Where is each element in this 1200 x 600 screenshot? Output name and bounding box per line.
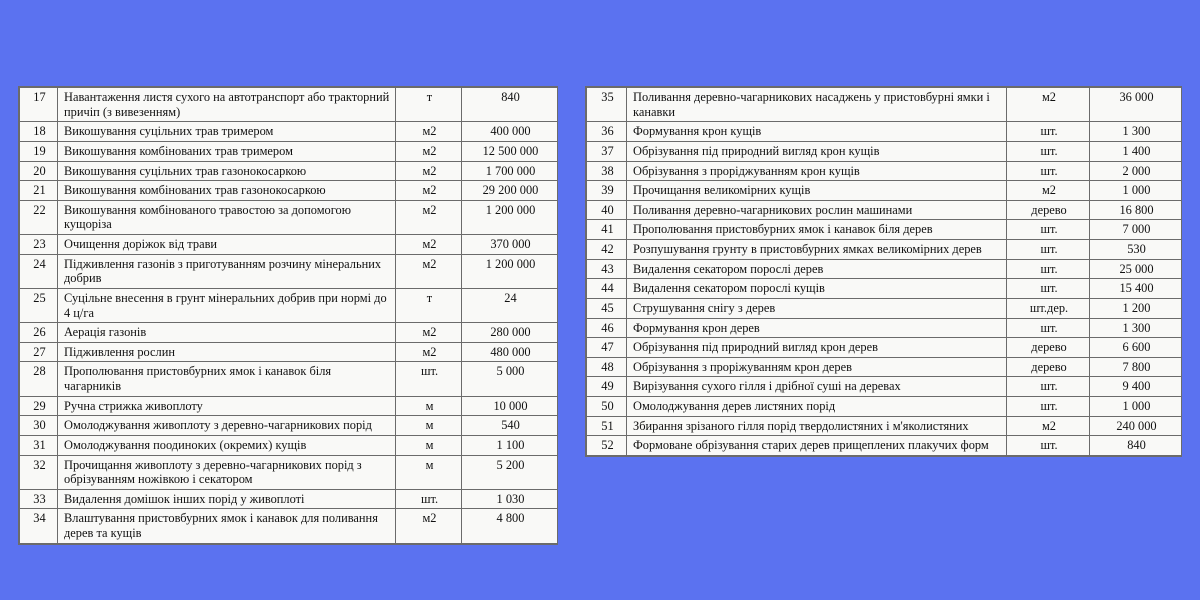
row-unit-cell: шт. (1007, 259, 1090, 279)
table-left (19, 87, 558, 544)
row-number-cell: 47 (587, 338, 627, 358)
table-row (587, 357, 1182, 377)
row-description-cell: Викошування комбінованих трав тримером (58, 141, 396, 161)
row-value-cell: 1 200 000 (462, 254, 558, 288)
table-row (20, 235, 558, 255)
row-value-cell: 7 000 (1090, 220, 1182, 240)
row-number-cell: 27 (20, 342, 58, 362)
row-number-cell: 51 (587, 416, 627, 436)
row-unit-cell: м2 (396, 181, 462, 201)
row-unit-cell: м (396, 396, 462, 416)
row-number-cell: 37 (587, 141, 627, 161)
table-row (587, 377, 1182, 397)
row-unit-cell: шт. (396, 362, 462, 396)
row-unit-cell: шт.дер. (1007, 298, 1090, 318)
row-unit-cell: м2 (396, 254, 462, 288)
row-value-cell: 840 (1090, 436, 1182, 456)
row-description-cell: Формування крон кущів (627, 122, 1007, 142)
row-value-cell: 1 000 (1090, 397, 1182, 417)
row-unit-cell: м (396, 416, 462, 436)
row-value-cell: 370 000 (462, 235, 558, 255)
table-row (20, 362, 558, 396)
row-value-cell: 280 000 (462, 323, 558, 343)
row-value-cell: 5 200 (462, 455, 558, 489)
row-description-cell: Омолоджування поодиноких (окремих) кущів (58, 435, 396, 455)
row-value-cell: 5 000 (462, 362, 558, 396)
row-number-cell: 18 (20, 122, 58, 142)
row-description-cell: Викошування суцільних трав газонокосаркою (58, 161, 396, 181)
row-description-cell: Обрізування з проріжуванням крон дерев (627, 357, 1007, 377)
table-row (20, 141, 558, 161)
table-row (20, 161, 558, 181)
table-row (587, 259, 1182, 279)
row-unit-cell: шт. (1007, 377, 1090, 397)
table-row (20, 455, 558, 489)
row-value-cell: 530 (1090, 240, 1182, 260)
row-number-cell: 24 (20, 254, 58, 288)
row-number-cell: 52 (587, 436, 627, 456)
row-description-cell: Прочищання живоплоту з деревно-чагарникових порід з обрізуванням ножівкою і секатором (58, 455, 396, 489)
row-description-cell: Збирання зрізаного гілля порід твердолистяних і м'яколистяних (627, 416, 1007, 436)
row-number-cell: 26 (20, 323, 58, 343)
table-row (20, 122, 558, 142)
row-unit-cell: м (396, 455, 462, 489)
row-value-cell: 1 300 (1090, 318, 1182, 338)
row-description-cell: Суцільне внесення в грунт мінеральних добрив при нормі до 4 ц/га (58, 288, 396, 322)
row-unit-cell: шт. (1007, 161, 1090, 181)
row-description-cell: Вирізування сухого гілля і дрібної суші на деревах (627, 377, 1007, 397)
row-unit-cell: шт. (1007, 397, 1090, 417)
row-value-cell: 12 500 000 (462, 141, 558, 161)
row-value-cell: 10 000 (462, 396, 558, 416)
row-value-cell: 16 800 (1090, 200, 1182, 220)
table-row (20, 489, 558, 509)
row-unit-cell: т (396, 288, 462, 322)
table-left-body (20, 88, 558, 544)
row-value-cell: 25 000 (1090, 259, 1182, 279)
row-number-cell: 40 (587, 200, 627, 220)
row-description-cell: Формоване обрізування старих дерев прищеплених плакучих форм (627, 436, 1007, 456)
row-description-cell: Видалення домішок інших порід у живоплоті (58, 489, 396, 509)
row-value-cell: 1 700 000 (462, 161, 558, 181)
row-description-cell: Поливання деревно-чагарникових рослин машинами (627, 200, 1007, 220)
table-row (20, 323, 558, 343)
table-row (587, 240, 1182, 260)
row-number-cell: 42 (587, 240, 627, 260)
row-number-cell: 21 (20, 181, 58, 201)
row-unit-cell: м2 (1007, 88, 1090, 122)
table-row (20, 88, 558, 122)
table-row (587, 397, 1182, 417)
row-description-cell: Поливання деревно-чагарникових насаджень у пристовбурні ямки і канавки (627, 88, 1007, 122)
row-value-cell: 1 000 (1090, 181, 1182, 201)
row-number-cell: 39 (587, 181, 627, 201)
table-row (20, 342, 558, 362)
row-value-cell: 2 000 (1090, 161, 1182, 181)
row-number-cell: 50 (587, 397, 627, 417)
table-row (587, 416, 1182, 436)
row-description-cell: Омолоджування живоплоту з деревно-чагарникових порід (58, 416, 396, 436)
table-row (587, 161, 1182, 181)
row-value-cell: 29 200 000 (462, 181, 558, 201)
row-unit-cell: шт. (396, 489, 462, 509)
row-number-cell: 22 (20, 200, 58, 234)
row-value-cell: 1 200 000 (462, 200, 558, 234)
row-value-cell: 36 000 (1090, 88, 1182, 122)
row-number-cell: 48 (587, 357, 627, 377)
row-number-cell: 20 (20, 161, 58, 181)
row-value-cell: 1 100 (462, 435, 558, 455)
row-number-cell: 17 (20, 88, 58, 122)
row-unit-cell: шт. (1007, 122, 1090, 142)
row-description-cell: Видалення секатором порослі дерев (627, 259, 1007, 279)
table-row (587, 318, 1182, 338)
row-number-cell: 31 (20, 435, 58, 455)
row-unit-cell: м2 (396, 161, 462, 181)
row-value-cell: 7 800 (1090, 357, 1182, 377)
row-unit-cell: м2 (396, 509, 462, 543)
row-unit-cell: шт. (1007, 220, 1090, 240)
row-value-cell: 1 400 (1090, 141, 1182, 161)
row-description-cell: Прочищання великомірних кущів (627, 181, 1007, 201)
row-description-cell: Викошування комбінованих трав газонокосаркою (58, 181, 396, 201)
table-row (587, 338, 1182, 358)
row-description-cell: Аерація газонів (58, 323, 396, 343)
row-value-cell: 840 (462, 88, 558, 122)
table-row (587, 200, 1182, 220)
row-unit-cell: шт. (1007, 279, 1090, 299)
table-row (20, 435, 558, 455)
row-unit-cell: дерево (1007, 338, 1090, 358)
table-row (587, 181, 1182, 201)
row-value-cell: 240 000 (1090, 416, 1182, 436)
row-value-cell: 1 200 (1090, 298, 1182, 318)
table-row (20, 200, 558, 234)
table-row (587, 298, 1182, 318)
table-right (586, 87, 1182, 456)
row-description-cell: Обрізування з проріджуванням крон кущів (627, 161, 1007, 181)
table-row (20, 288, 558, 322)
row-value-cell: 1 300 (1090, 122, 1182, 142)
row-unit-cell: м (396, 435, 462, 455)
row-description-cell: Обрізування під природний вигляд крон дерев (627, 338, 1007, 358)
row-description-cell: Прополювання пристовбурних ямок і канавок біля дерев (627, 220, 1007, 240)
row-number-cell: 34 (20, 509, 58, 543)
row-unit-cell: шт. (1007, 141, 1090, 161)
row-value-cell: 4 800 (462, 509, 558, 543)
row-description-cell: Викошування комбінованого травостою за допомогою кущоріза (58, 200, 396, 234)
row-unit-cell: т (396, 88, 462, 122)
row-number-cell: 41 (587, 220, 627, 240)
row-description-cell: Викошування суцільних трав тримером (58, 122, 396, 142)
row-description-cell: Навантаження листя сухого на автотранспорт або тракторний причіп (з вивезенням) (58, 88, 396, 122)
row-description-cell: Обрізування під природний вигляд крон кущів (627, 141, 1007, 161)
row-number-cell: 43 (587, 259, 627, 279)
row-number-cell: 44 (587, 279, 627, 299)
row-number-cell: 28 (20, 362, 58, 396)
row-description-cell: Струшування снігу з дерев (627, 298, 1007, 318)
row-number-cell: 32 (20, 455, 58, 489)
row-unit-cell: дерево (1007, 357, 1090, 377)
row-value-cell: 15 400 (1090, 279, 1182, 299)
row-value-cell: 6 600 (1090, 338, 1182, 358)
table-row (587, 220, 1182, 240)
table-right-body (587, 88, 1182, 456)
row-value-cell: 9 400 (1090, 377, 1182, 397)
row-description-cell: Видалення секатором порослі кущів (627, 279, 1007, 299)
row-unit-cell: м2 (396, 141, 462, 161)
table-row (20, 416, 558, 436)
row-number-cell: 19 (20, 141, 58, 161)
row-unit-cell: шт. (1007, 436, 1090, 456)
row-number-cell: 38 (587, 161, 627, 181)
table-row (20, 181, 558, 201)
row-number-cell: 46 (587, 318, 627, 338)
quantities-table-right (585, 86, 1182, 457)
row-number-cell: 29 (20, 396, 58, 416)
row-number-cell: 36 (587, 122, 627, 142)
row-unit-cell: м2 (1007, 416, 1090, 436)
row-number-cell: 23 (20, 235, 58, 255)
row-description-cell: Очищення доріжок від трави (58, 235, 396, 255)
row-unit-cell: м2 (396, 323, 462, 343)
table-row (20, 254, 558, 288)
row-unit-cell: м2 (396, 342, 462, 362)
row-number-cell: 35 (587, 88, 627, 122)
row-unit-cell: м2 (396, 200, 462, 234)
table-row (587, 122, 1182, 142)
row-value-cell: 24 (462, 288, 558, 322)
row-number-cell: 30 (20, 416, 58, 436)
row-unit-cell: шт. (1007, 240, 1090, 260)
table-row (587, 141, 1182, 161)
row-value-cell: 1 030 (462, 489, 558, 509)
row-description-cell: Омолоджування дерев листяних порід (627, 397, 1007, 417)
table-row (587, 436, 1182, 456)
row-unit-cell: м2 (396, 122, 462, 142)
row-number-cell: 33 (20, 489, 58, 509)
quantities-table-left (18, 86, 558, 545)
row-unit-cell: м2 (396, 235, 462, 255)
row-unit-cell: шт. (1007, 318, 1090, 338)
table-row (20, 396, 558, 416)
row-number-cell: 49 (587, 377, 627, 397)
row-unit-cell: дерево (1007, 200, 1090, 220)
table-row (587, 88, 1182, 122)
row-description-cell: Формування крон дерев (627, 318, 1007, 338)
row-description-cell: Прополювання пристовбурних ямок і канавок біля чагарників (58, 362, 396, 396)
row-value-cell: 400 000 (462, 122, 558, 142)
row-description-cell: Розпушування грунту в пристовбурних ямках великомірних дерев (627, 240, 1007, 260)
row-number-cell: 25 (20, 288, 58, 322)
row-description-cell: Влаштування пристовбурних ямок і канавок для поливання дерев та кущів (58, 509, 396, 543)
table-row (587, 279, 1182, 299)
table-row (20, 509, 558, 543)
row-description-cell: Підживлення рослин (58, 342, 396, 362)
row-description-cell: Ручна стрижка живоплоту (58, 396, 396, 416)
row-value-cell: 540 (462, 416, 558, 436)
row-unit-cell: м2 (1007, 181, 1090, 201)
row-description-cell: Підживлення газонів з приготуванням розчину мінеральних добрив (58, 254, 396, 288)
row-value-cell: 480 000 (462, 342, 558, 362)
row-number-cell: 45 (587, 298, 627, 318)
